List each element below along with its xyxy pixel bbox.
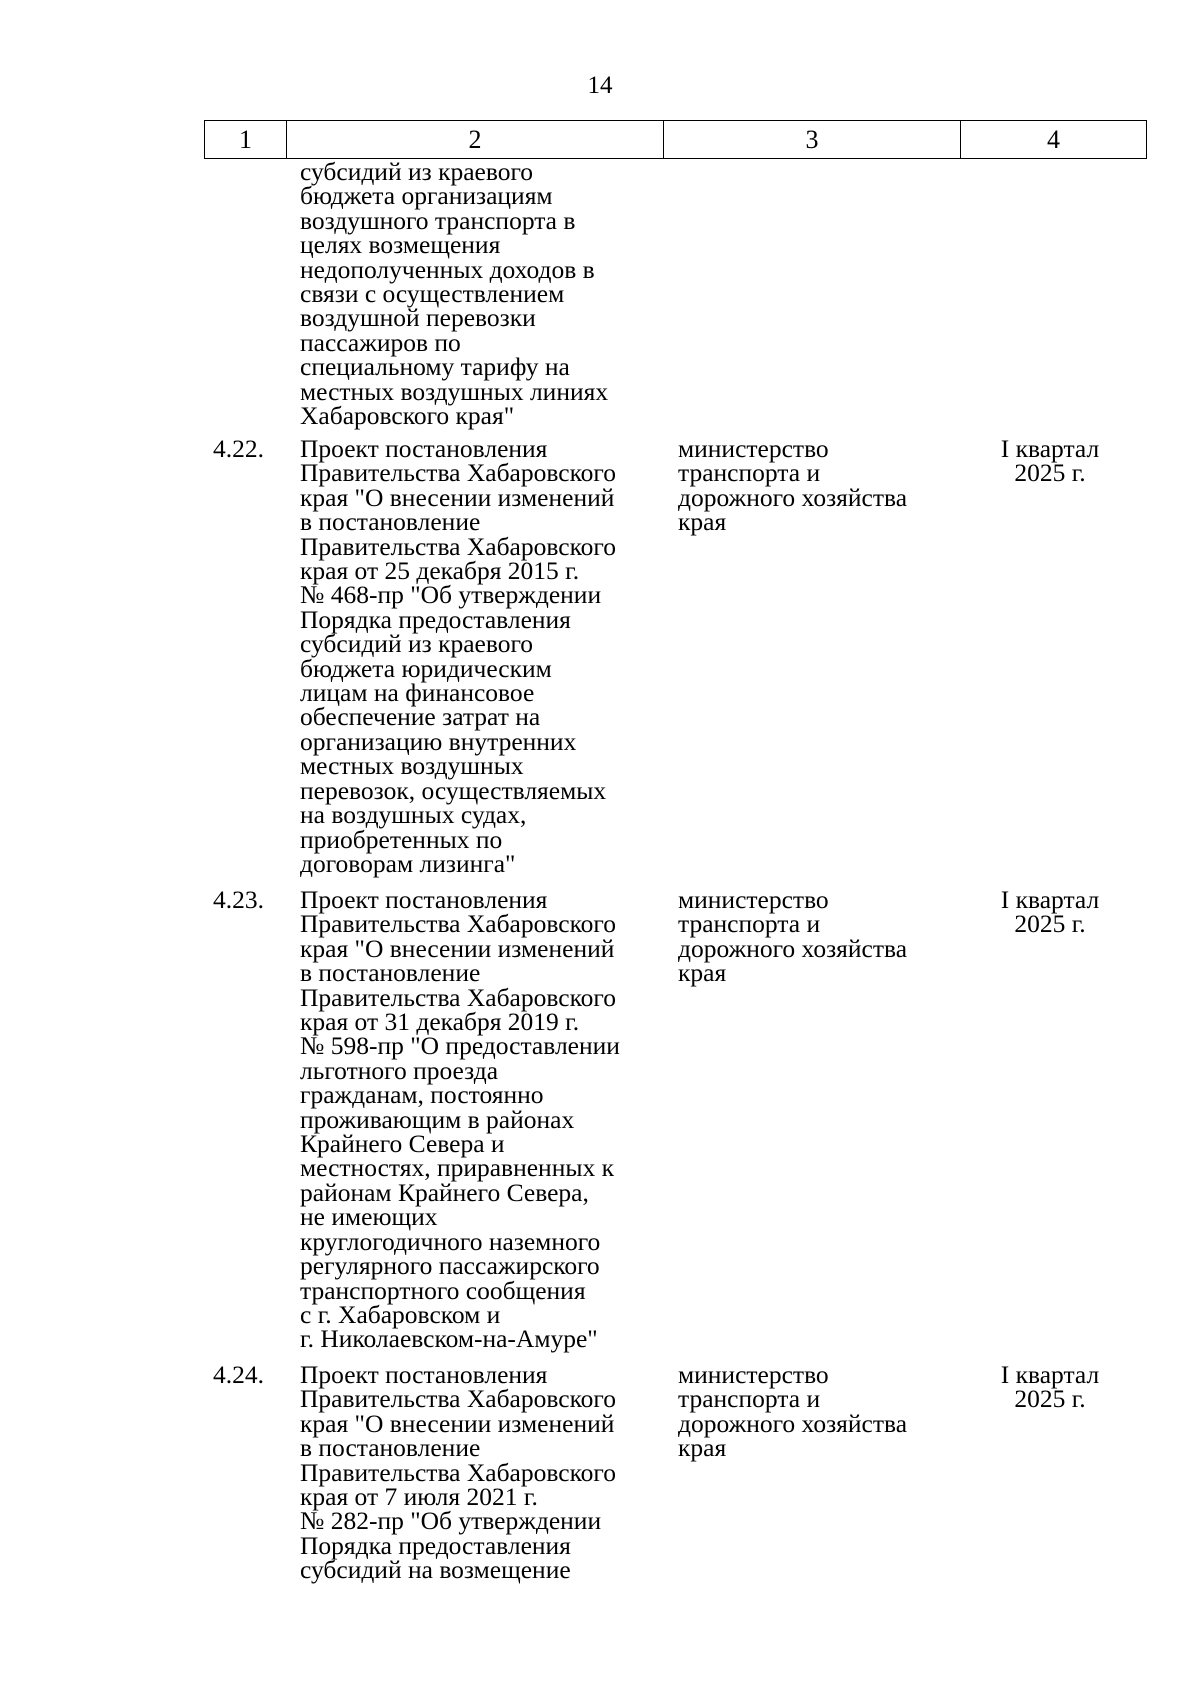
- row-text: субсидий из краевого бюджета организациям воздушного транспорта в целях возмещения недополученных доходов в связи с осуществлением воздушной перевозки пассажиров по специальному тарифу на местных воздушных линиях Хабаровского края": [300, 157, 609, 431]
- header-col-2: 2: [287, 121, 664, 159]
- header-col-3: 3: [664, 121, 961, 159]
- row-text: Проект постановления Правительства Хабаровского края "О внесении изменений в постановление Правительства Хабаровского края от 25 декабря 2015 г. № 468-пр "Об утверждении Порядка предоставления субсидий из краевого бюджета юридическим лицам на финансовое обеспечение затрат на организацию внутренних местных воздушных перевозок, осуществляемых на воздушных судах, приобретенных по договорам лизинга": [300, 434, 616, 878]
- row-executor: министерство транспорта и дорожного хозяйства края: [678, 885, 908, 988]
- row-term: I квартал 2025 г.: [1000, 1360, 1100, 1414]
- page-number: 14: [587, 72, 613, 99]
- table-header-row: [205, 121, 1147, 159]
- row-text: Проект постановления Правительства Хабаровского края "О внесении изменений в постановление Правительства Хабаровского края от 31 декабря 2019 г. № 598-пр "О предоставлении льготного проезда гражданам, постоянно проживающим в районах Крайнего Севера и местностях, приравненных к районам Крайнего Севера, не имеющих круглогодичного наземного регулярного пассажирского транспортного сообщения с г. Хабаровском и г. Николаевском-на-Амуре": [300, 885, 620, 1354]
- header-col-4: 4: [961, 121, 1147, 159]
- row-number: 4.22.: [213, 434, 264, 463]
- row-number: 4.24.: [213, 1360, 264, 1389]
- row-text: Проект постановления Правительства Хабаровского края "О внесении изменений в постановление Правительства Хабаровского края от 7 июля 2021 г. № 282-пр "Об утверждении Порядка предоставления субсидий на возмещение: [300, 1360, 616, 1585]
- row-executor: министерство транспорта и дорожного хозяйства края: [678, 434, 908, 537]
- row-term: I квартал 2025 г.: [1000, 885, 1100, 939]
- header-col-1: 1: [205, 121, 287, 159]
- row-executor: министерство транспорта и дорожного хозяйства края: [678, 1360, 908, 1463]
- table-header: [204, 120, 1147, 159]
- row-number: 4.23.: [213, 885, 264, 914]
- row-term: I квартал 2025 г.: [1000, 434, 1100, 488]
